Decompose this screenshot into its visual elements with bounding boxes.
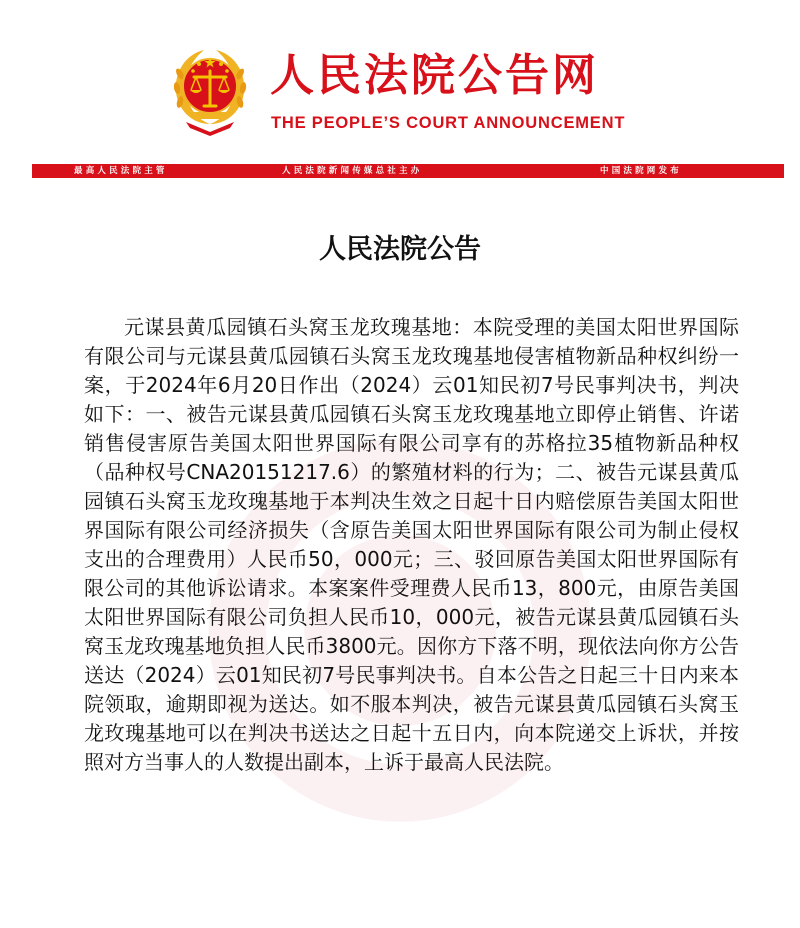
band-middle-text: 人民法院新闻传媒总社主办 — [282, 166, 423, 176]
header-band — [32, 164, 784, 178]
document-title: 人民法院公告 — [319, 234, 481, 265]
site-title: 人民法院公告网 — [270, 50, 599, 101]
band-right-text: 中国法院网发布 — [600, 166, 682, 176]
site-subtitle: THE PEOPLE’S COURT ANNOUNCEMENT — [271, 114, 626, 132]
document-body: 元谋县黄瓜园镇石头窝玉龙玫瑰基地：本院受理的美国太阳世界国际有限公司与元谋县黄瓜园镇石头窝玉龙玫瑰基地侵害植物新品种权纠纷一案，于2024年6月20日作出（2024）云01知民初7号民事判决书，判决如下：一、被告元谋县黄瓜园镇石头窝玉龙玫瑰基地立即停止销售、许诺销售侵害原告美国太阳世界国际有限公司享有的苏格拉35植物新品种权（品种权号CNA20151217.6）的繁殖材料的行为；二、被告元谋县黄瓜园镇石头窝玉龙玫瑰基地于本判决生效之日起十日内赔偿原告美国太阳世界国际有限公司经济损失（含原告美国太阳世界国际有限公司为制止侵权支出的合理费用）人民币50，000元；三、驳回原告美国太阳世界国际有限公司的其他诉讼请求。本案案件受理费人民币13，800元，由原告美国太阳世界国际有限公司负担人民币10，000元，被告元谋县黄瓜园镇石头窝玉龙玫瑰基地负担人民币3800元。因你方下落不明，现依法向你方公告送达（2024）云01知民初7号民事判决书。自本公告之日起三十日内来本院领取，逾期即视为送达。如不服本判决，被告元谋县黄瓜园镇石头窝玉龙玫瑰基地可以在判决书送达之日起十五日内，向本院递交上诉状，并按照对方当事人的人数提出副本，上诉于最高人民法院。 — [84, 315, 739, 774]
site-header — [0, 0, 800, 190]
court-emblem-icon — [166, 44, 254, 136]
band-left-text: 最高人民法院主管 — [74, 166, 168, 176]
